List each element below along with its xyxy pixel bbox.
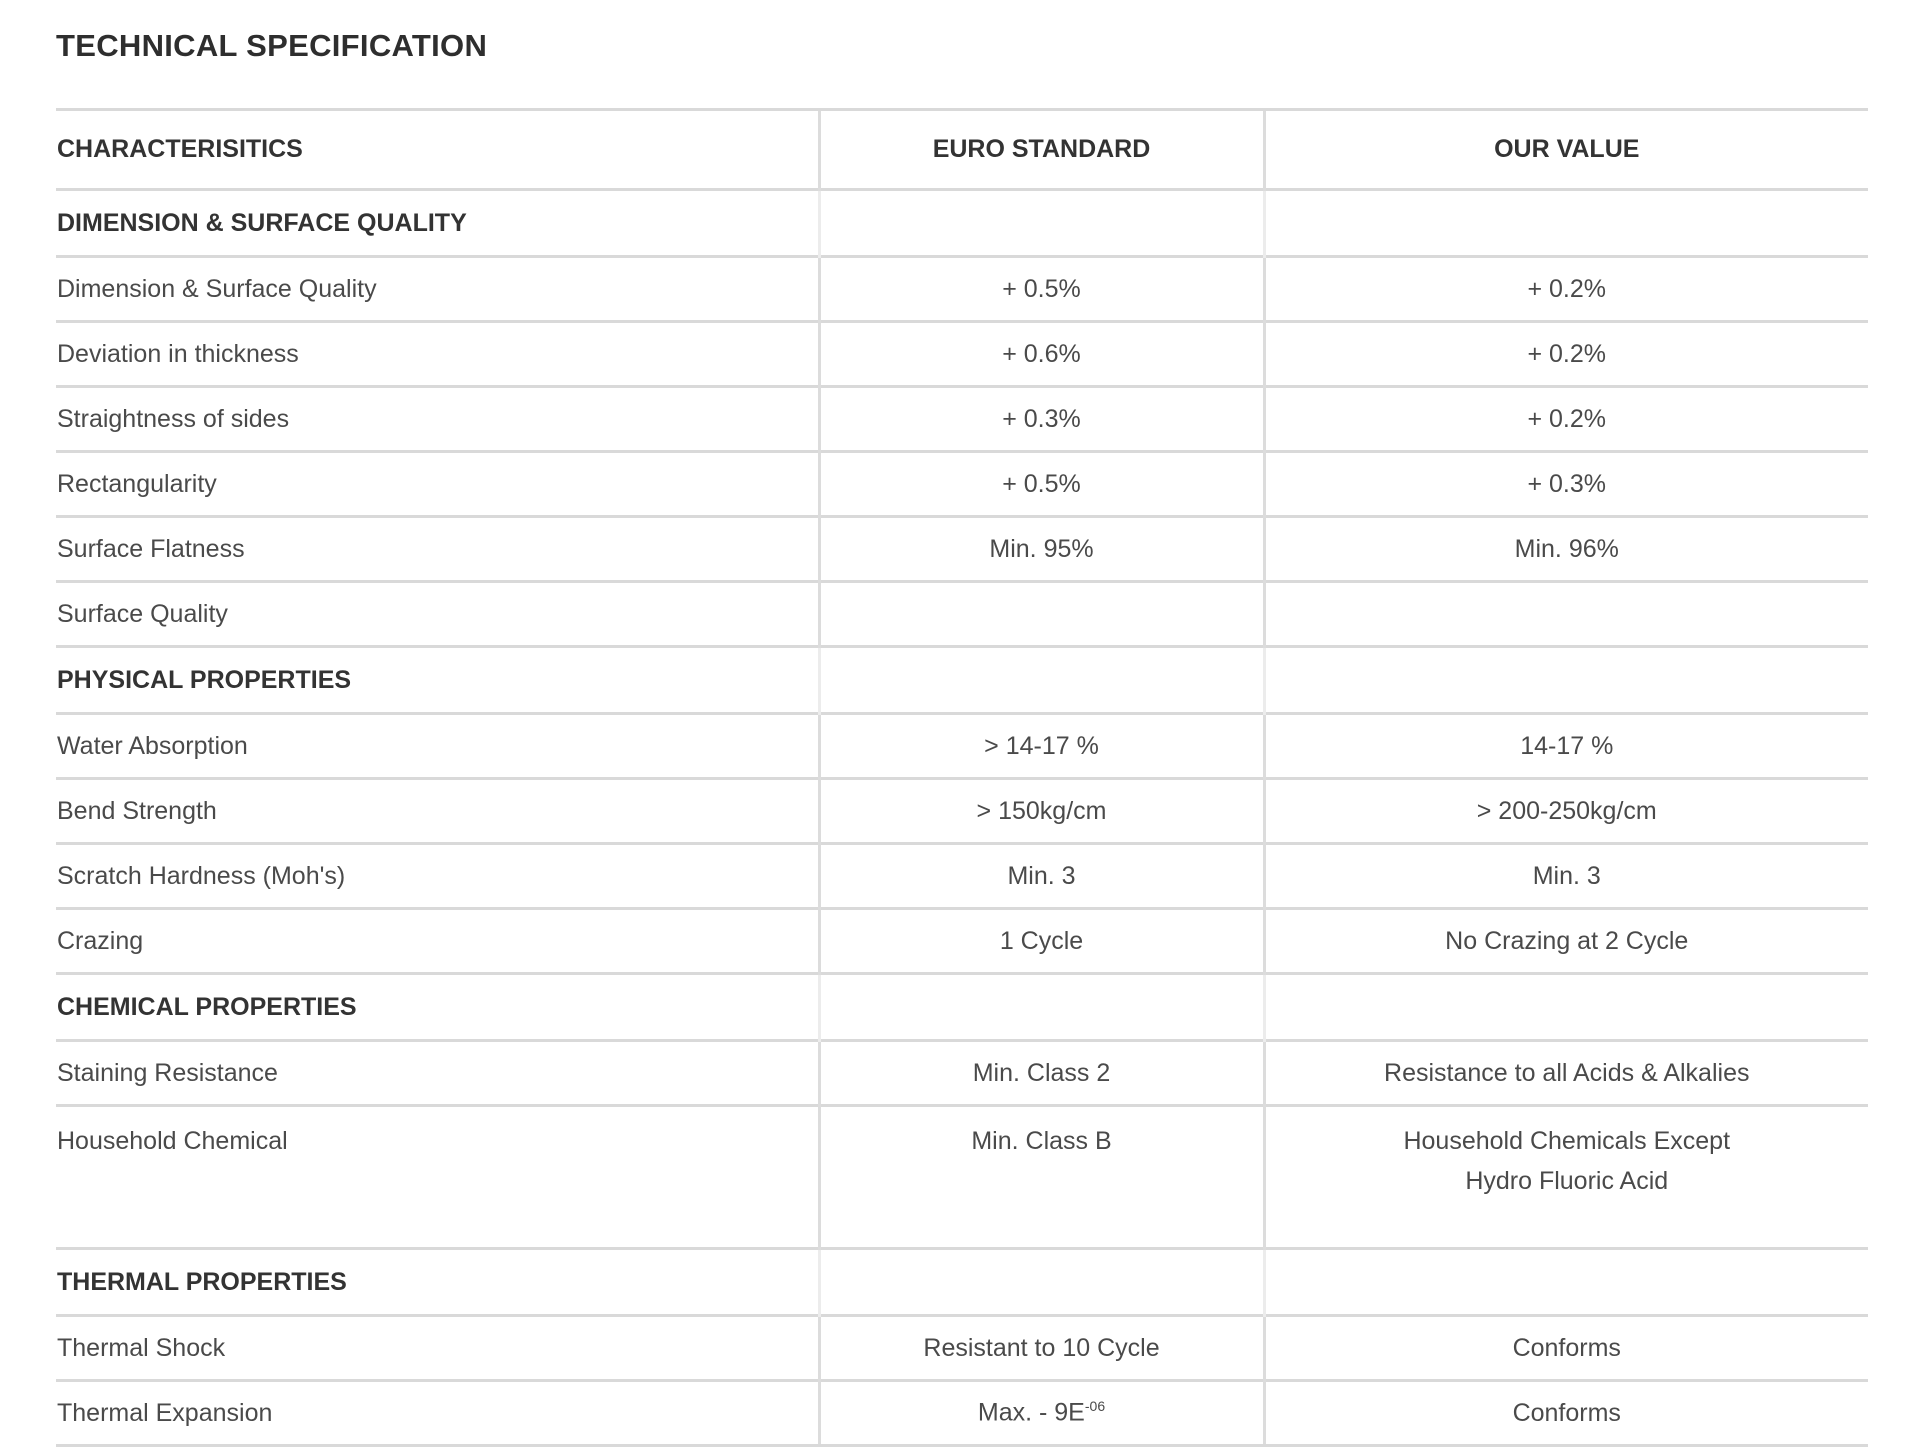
our-value-line-2: Hydro Fluoric Acid: [1465, 1167, 1669, 1195]
our-value-cell: [1264, 322, 1868, 387]
our-value-line: 14-17 %: [1520, 731, 1614, 760]
section-title: CHEMICAL PROPERTIES: [56, 974, 819, 1041]
our-value-cell: [1264, 974, 1868, 1041]
our-value-cell: [1264, 452, 1868, 517]
euro-standard-cell: [819, 517, 1264, 582]
table-row: [56, 714, 1868, 779]
section-title: THERMAL PROPERTIES: [56, 1249, 819, 1316]
euro-standard-cell: [819, 452, 1264, 517]
table-row: [56, 1041, 1868, 1106]
euro-standard-value: > 150kg/cm: [976, 796, 1107, 825]
our-value-cell: [1264, 387, 1868, 452]
euro-standard-value: Min. 3: [1007, 861, 1076, 890]
euro-standard-cell: [819, 909, 1264, 974]
table-header-row: [56, 110, 1868, 190]
euro-standard-cell: [819, 387, 1264, 452]
table-row: [56, 387, 1868, 452]
our-value-cell: [1264, 582, 1868, 647]
euro-standard-cell: [819, 974, 1264, 1041]
characteristic-cell: Rectangularity: [56, 452, 819, 517]
our-value-line: Conforms: [1512, 1333, 1621, 1362]
table-row: [56, 779, 1868, 844]
section-header-row: [56, 974, 1868, 1041]
characteristic-cell: Thermal Expansion: [56, 1381, 819, 1446]
table-row: [56, 1381, 1868, 1446]
table-row: [56, 582, 1868, 647]
euro-standard-cell: [819, 779, 1264, 844]
characteristic-cell: Staining Resistance: [56, 1041, 819, 1106]
euro-standard-exponent: -06: [1084, 1398, 1106, 1415]
euro-standard-cell: [819, 190, 1264, 257]
euro-standard-value: > 14-17 %: [984, 731, 1099, 760]
our-value-line: + 0.2%: [1527, 274, 1607, 303]
euro-standard-value: + 0.3%: [1002, 404, 1081, 433]
our-value-cell: [1264, 1316, 1868, 1381]
column-header-euro-standard: EURO STANDARD: [819, 110, 1264, 190]
euro-standard-cell: [819, 1249, 1264, 1316]
characteristic-cell: Scratch Hardness (Moh's): [56, 844, 819, 909]
characteristic-cell: Thermal Shock: [56, 1316, 819, 1381]
section-header-row: [56, 190, 1868, 257]
our-value-line: + 0.3%: [1527, 469, 1607, 498]
characteristic-cell: Bend Strength: [56, 779, 819, 844]
euro-standard-value: + 0.5%: [1002, 469, 1081, 498]
section-title: DIMENSION & SURFACE QUALITY: [56, 190, 819, 257]
table-row: [56, 517, 1868, 582]
table-row: [56, 452, 1868, 517]
euro-standard-cell: [819, 1316, 1264, 1381]
our-value-line: + 0.2%: [1527, 404, 1607, 433]
our-value-cell: [1264, 1041, 1868, 1106]
our-value-cell: [1264, 909, 1868, 974]
our-value-line: > 200-250kg/cm: [1476, 796, 1657, 825]
euro-standard-value: Max. - 9E: [977, 1398, 1085, 1427]
page-title: TECHNICAL SPECIFICATION: [56, 28, 488, 63]
our-value-cell: [1264, 1249, 1868, 1316]
our-value-line: Min. 96%: [1514, 534, 1619, 563]
euro-standard-value: Min. Class B: [971, 1127, 1112, 1155]
section-header-row: [56, 647, 1868, 714]
our-value-cell: [1264, 1381, 1868, 1446]
our-value-cell: [1264, 190, 1868, 257]
spec-table: [56, 108, 1868, 1447]
euro-standard-value: Min. Class 2: [972, 1058, 1111, 1087]
euro-standard-cell: [819, 714, 1264, 779]
our-value-line: Resistance to all Acids & Alkalies: [1384, 1058, 1750, 1087]
table-row: [56, 257, 1868, 322]
section-header-row: [56, 1249, 1868, 1316]
our-value-cell: [1264, 517, 1868, 582]
our-value-line: Household Chemicals Except: [1403, 1127, 1731, 1155]
our-value-line: Min. 3: [1532, 861, 1601, 890]
table-row: [56, 1316, 1868, 1381]
our-value-cell: [1264, 647, 1868, 714]
characteristic-cell: Straightness of sides: [56, 387, 819, 452]
characteristic-cell: Crazing: [56, 909, 819, 974]
euro-standard-cell: [819, 1381, 1264, 1446]
our-value-line: No Crazing at 2 Cycle: [1445, 926, 1689, 955]
our-value-cell: [1264, 714, 1868, 779]
euro-standard-cell: [819, 582, 1264, 647]
table-row: [56, 844, 1868, 909]
characteristic-cell: Household Chemical: [56, 1106, 819, 1249]
euro-standard-cell: [819, 1041, 1264, 1106]
table-row: [56, 1106, 1868, 1249]
euro-standard-cell: [819, 322, 1264, 387]
euro-standard-value: + 0.6%: [1002, 339, 1081, 368]
our-value-cell: [1264, 257, 1868, 322]
column-header-our-value: OUR VALUE: [1264, 110, 1868, 190]
euro-standard-cell: [819, 257, 1264, 322]
euro-standard-value: Min. 95%: [989, 534, 1094, 563]
characteristic-cell: Surface Quality: [56, 582, 819, 647]
our-value-line: + 0.2%: [1527, 339, 1607, 368]
table-row: [56, 909, 1868, 974]
characteristic-cell: Deviation in thickness: [56, 322, 819, 387]
euro-standard-cell: [819, 1106, 1264, 1249]
euro-standard-value: 1 Cycle: [999, 926, 1084, 955]
our-value-cell: [1264, 779, 1868, 844]
our-value-cell: [1264, 1106, 1868, 1249]
our-value-cell: [1264, 844, 1868, 909]
table-row: [56, 322, 1868, 387]
column-header-characteristics: CHARACTERISITICS: [56, 110, 819, 190]
characteristic-cell: Surface Flatness: [56, 517, 819, 582]
characteristic-cell: Dimension & Surface Quality: [56, 257, 819, 322]
euro-standard-cell: [819, 844, 1264, 909]
characteristic-cell: Water Absorption: [56, 714, 819, 779]
euro-standard-value: Resistant to 10 Cycle: [923, 1333, 1160, 1362]
our-value-line: Conforms: [1512, 1398, 1621, 1427]
euro-standard-value: + 0.5%: [1002, 274, 1081, 303]
euro-standard-cell: [819, 647, 1264, 714]
section-title: PHYSICAL PROPERTIES: [56, 647, 819, 714]
